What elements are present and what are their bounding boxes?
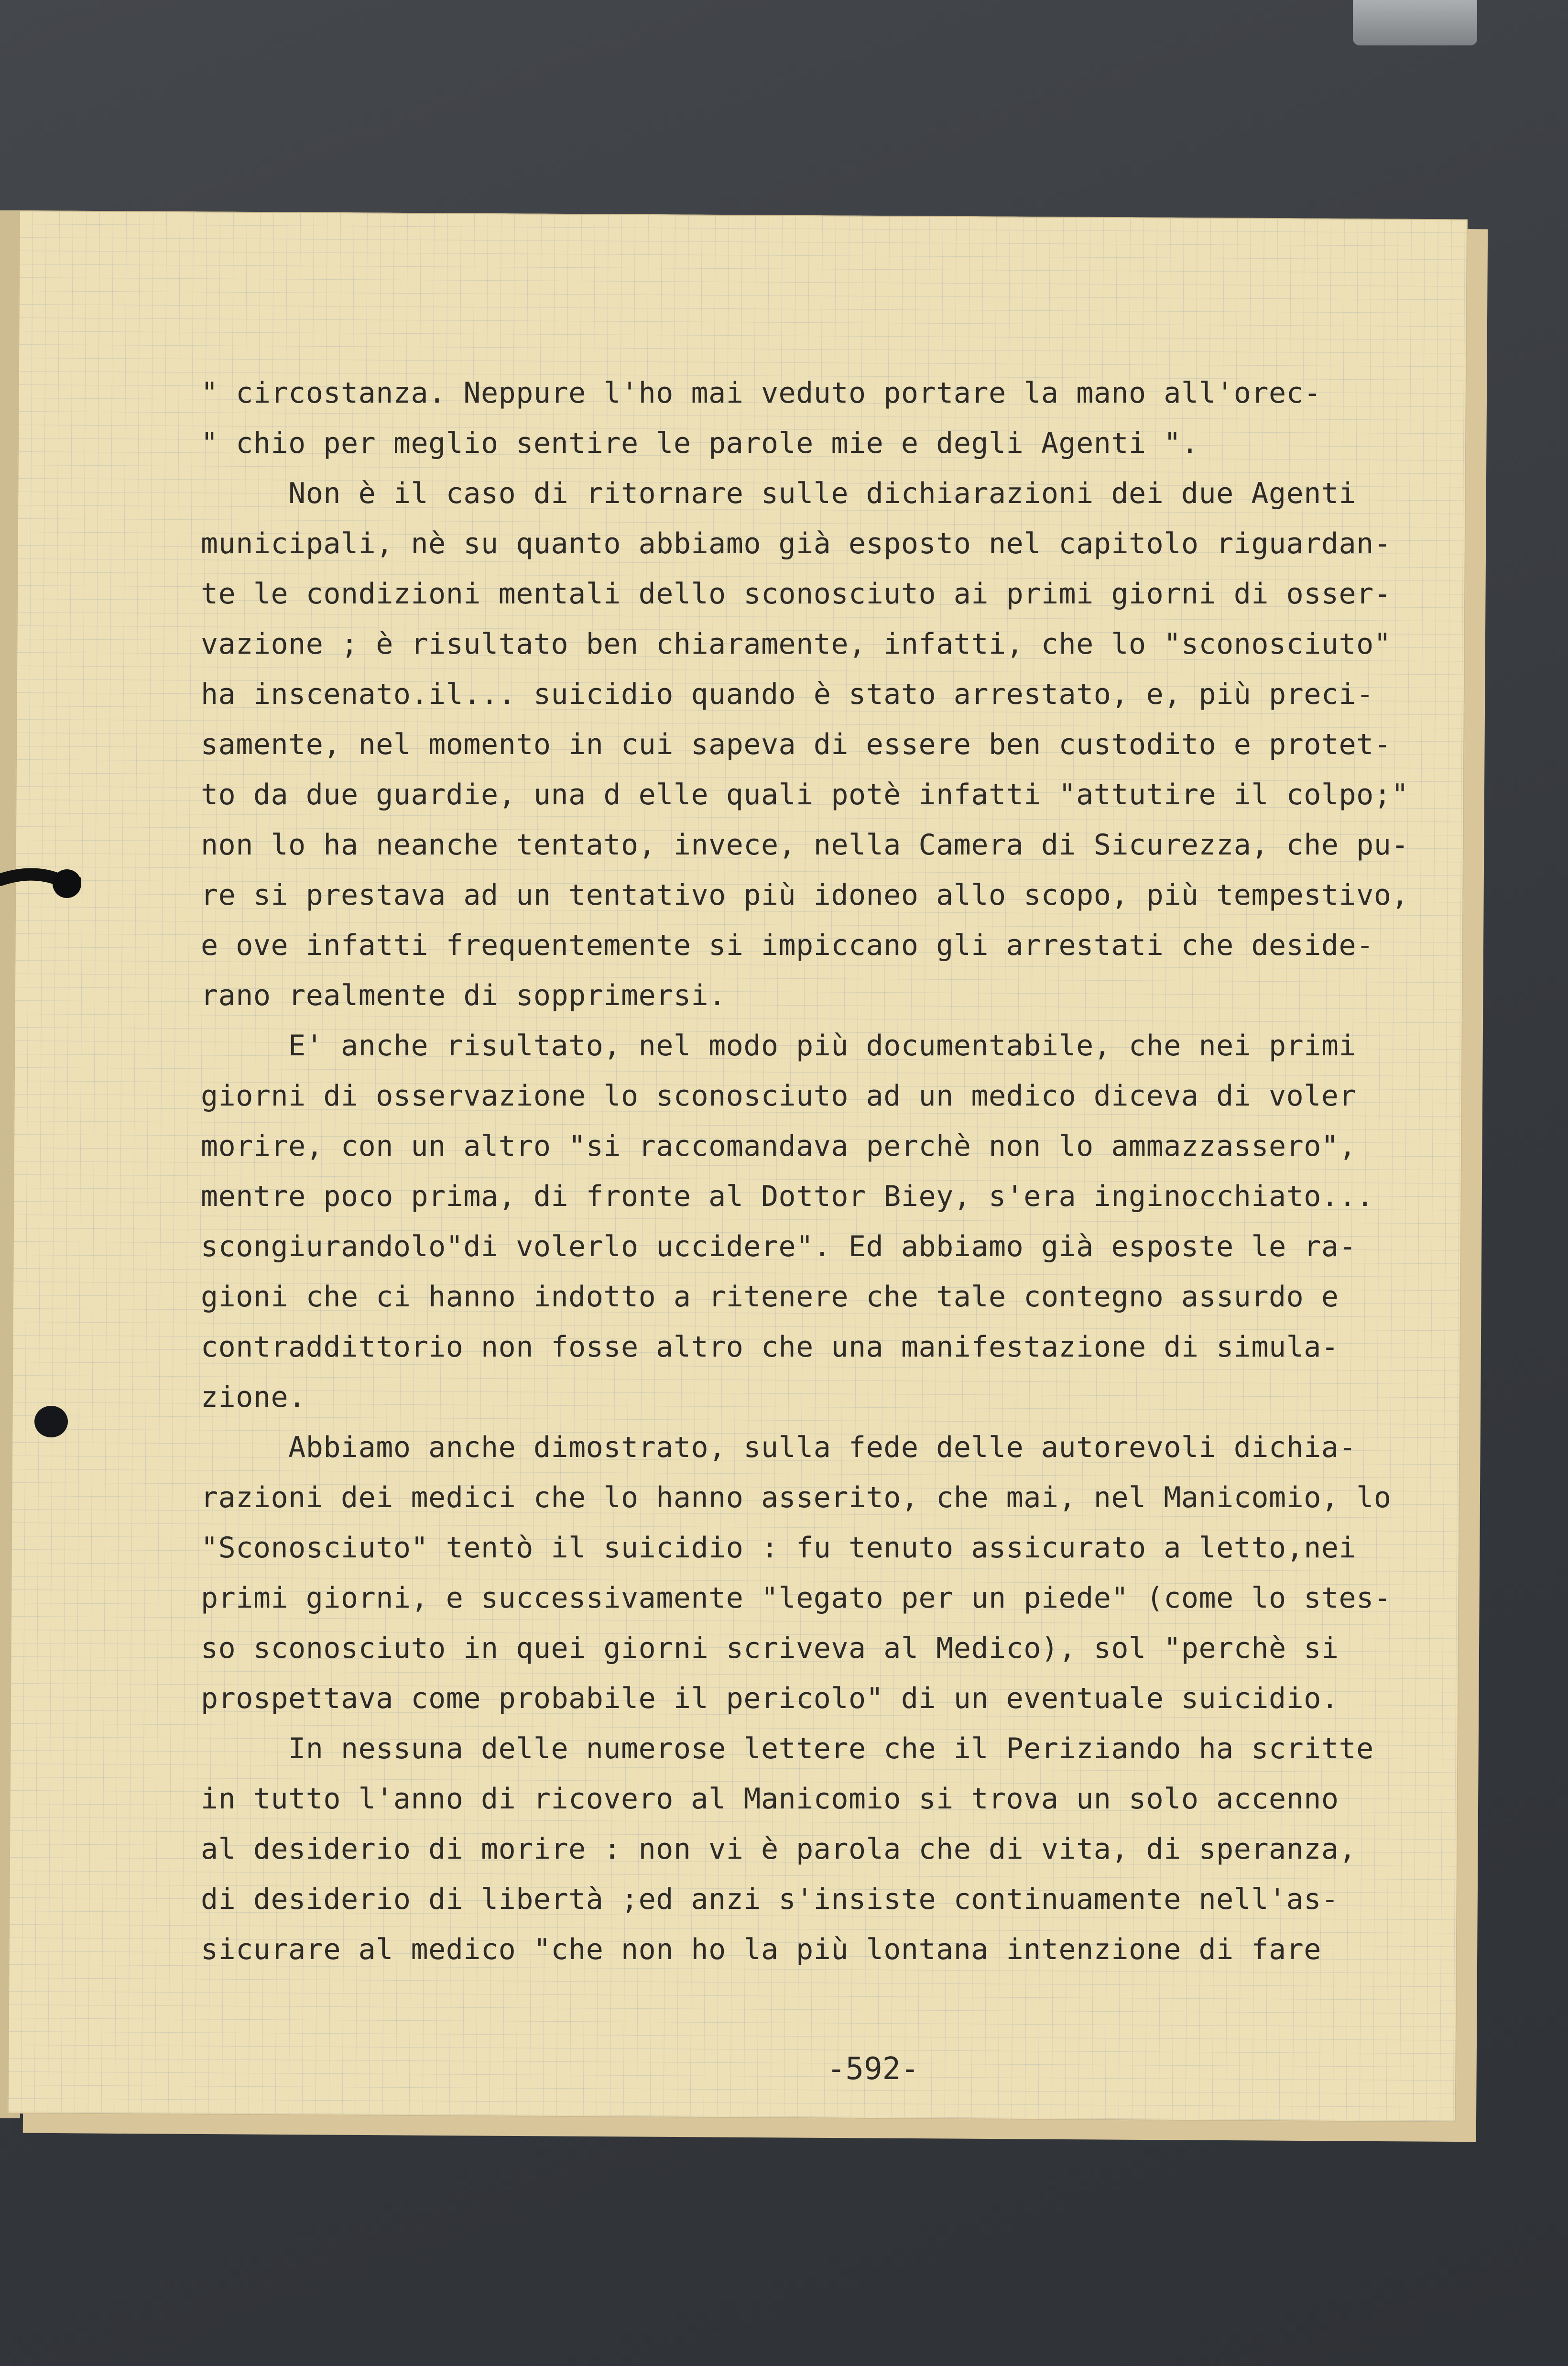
- text-line: giorni di osservazione lo sconosciuto ad un medico diceva di voler: [201, 1079, 1357, 1113]
- text-line: mentre poco prima, di fronte al Dottor Biey, s'era inginocchiato...: [201, 1180, 1374, 1213]
- typed-text-body: [201, 368, 1425, 1975]
- text-line: E' anche risultato, nel modo più documentabile, che nei primi: [201, 1029, 1357, 1063]
- text-line: zione.: [201, 1380, 306, 1414]
- text-line: " chio per meglio sentire le parole mie e degli Agenti ".: [201, 427, 1199, 460]
- text-line: ha inscenato.il... suicidio quando è stato arrestato, e, più preci-: [201, 678, 1374, 711]
- text-line: scongiurandolo"di volerlo uccidere". Ed abbiamo già esposte le ra-: [201, 1230, 1357, 1263]
- text-line: in tutto l'anno di ricovero al Manicomio si trova un solo accenno: [201, 1782, 1339, 1816]
- text-line: "Sconosciuto" tentò il suicidio : fu tenuto assicurato a letto,nei: [201, 1531, 1357, 1565]
- page-number: -592-: [827, 2051, 919, 2087]
- text-line: In nessuna delle numerose lettere che il Periziando ha scritte: [201, 1732, 1374, 1765]
- text-line: re si prestava ad un tentativo più idoneo allo scopo, più tempestivo,: [201, 878, 1409, 912]
- text-line: al desiderio di morire : non vi è parola che di vita, di speranza,: [201, 1832, 1357, 1866]
- text-line: non lo ha neanche tentato, invece, nella Camera di Sicurezza, che pu-: [201, 828, 1409, 862]
- text-line: " circostanza. Neppure l'ho mai veduto portare la mano all'orec-: [201, 376, 1321, 410]
- text-line: prospettava come probabile il pericolo" di un eventuale suicidio.: [201, 1682, 1339, 1715]
- text-line: rano realmente di sopprimersi.: [201, 979, 726, 1012]
- text-line: samente, nel momento in cui sapeva di essere ben custodito e protet-: [201, 728, 1392, 761]
- text-line: to da due guardie, una d elle quali potè infatti "attutire il colpo;": [201, 778, 1409, 811]
- binding-cord-icon: [0, 861, 81, 904]
- text-line: razioni dei medici che lo hanno asserito, che mai, nel Manicomio, lo: [201, 1481, 1392, 1514]
- text-line: gioni che ci hanno indotto a ritenere che tale contegno assurdo e: [201, 1280, 1339, 1314]
- text-line: so sconosciuto in quei giorni scriveva al Medico), sol "perchè si: [201, 1632, 1339, 1665]
- text-line: Abbiamo anche dimostrato, sulla fede delle autorevoli dichia-: [201, 1431, 1357, 1464]
- text-line: di desiderio di libertà ;ed anzi s'insiste continuamente nell'as-: [201, 1883, 1339, 1916]
- text-line: morire, con un altro "si raccomandava perchè non lo ammazzassero",: [201, 1129, 1357, 1163]
- text-line: vazione ; è risultato ben chiaramente, infatti, che lo "sconosciuto": [201, 627, 1392, 661]
- punch-hole: [34, 1406, 68, 1437]
- binder-clip: [1353, 0, 1477, 45]
- text-line: primi giorni, e successivamente "legato per un piede" (come lo stes-: [201, 1581, 1392, 1615]
- text-line: e ove infatti frequentemente si impiccano gli arrestati che deside-: [201, 929, 1374, 962]
- text-line: te le condizioni mentali dello sconosciuto ai primi giorni di osser-: [201, 577, 1392, 611]
- text-line: contraddittorio non fosse altro che una manifestazione di simula-: [201, 1330, 1339, 1364]
- text-line: municipali, nè su quanto abbiamo già esposto nel capitolo riguardan-: [201, 527, 1392, 560]
- text-line: sicurare al medico "che non ho la più lontana intenzione di fare: [201, 1933, 1321, 1966]
- text-line: Non è il caso di ritornare sulle dichiarazioni dei due Agenti: [201, 477, 1357, 510]
